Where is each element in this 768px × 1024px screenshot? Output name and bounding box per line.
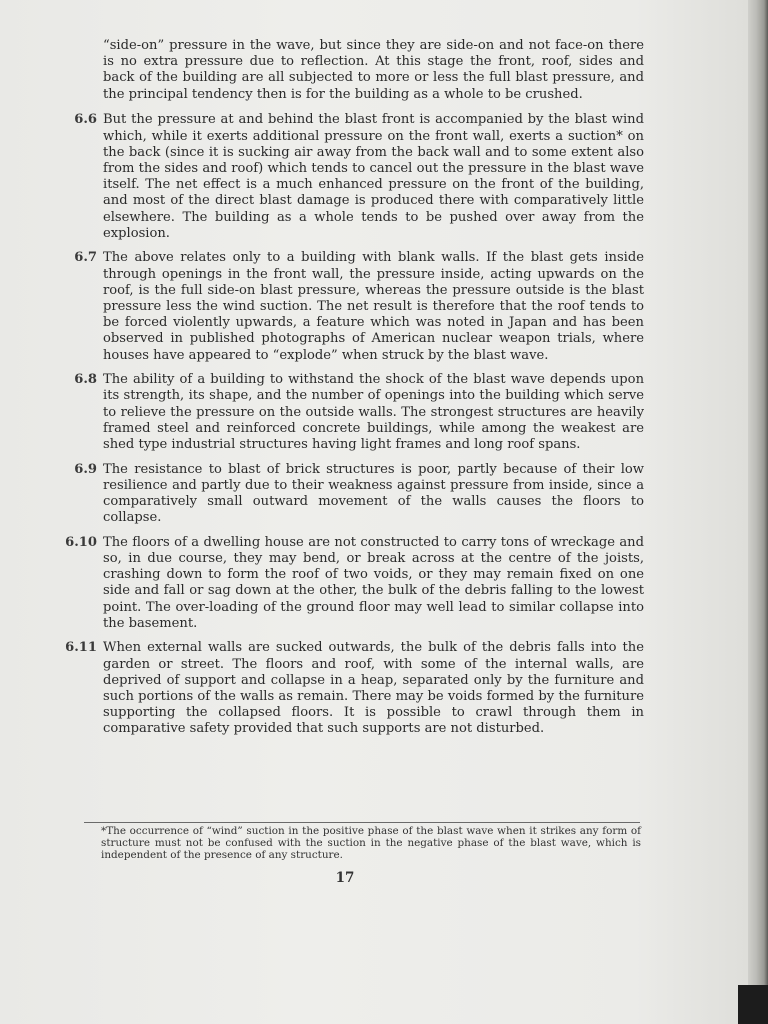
paragraph-6-11 — [61, 640, 644, 737]
page-edge-shadow — [748, 0, 768, 1024]
paragraph-6-10 — [61, 535, 644, 632]
paragraph-text: When external walls are sucked outwards, the bulk of the debris falls into the garden or street. The floors and roof, with some of the internal walls, are deprived of support and collapse in a heap, separated only by the furniture and such portions of the walls as remain. There may be voids formed by the furniture supporting the collapsed floors. It is possible to crawl through them in comparative safety provided that such supports are not disturbed. — [103, 640, 644, 737]
paragraph-text: The resistance to blast of brick structures is poor, partly because of their low resilience and partly due to their weakness against pressure from inside, since a comparatively small outward movement of the walls causes the floors to collapse. — [103, 461, 644, 526]
paragraph-text: The ability of a building to withstand the shock of the blast wave depends upon its strength, its shape, and the number of openings into the building which serve to relieve the pressure on the outside walls. The strongest structures are heavily framed steel and reinforced concrete buildings, while among the weakest are shed type industrial structures having light frames and long roof spans. — [103, 372, 644, 453]
page-number: 17 — [335, 870, 355, 886]
paragraph-number: 6.7 — [74, 250, 97, 266]
paragraph-number: 6.8 — [74, 372, 97, 388]
paragraph-text: The floors of a dwelling house are not constructed to carry tons of wreckage and so, in due course, they may bend, or break across at the centre of the joists, crashing down to form the roof of two voids, or they may remain fixed on one side and fall or sag down at the other, the bulk of the debris falling to the lowest point. The over-loading of the ground floor may well lead to similar collapse into the basement. — [103, 534, 644, 631]
body-text — [61, 38, 644, 746]
paragraph-6-7 — [61, 250, 644, 363]
paragraph-6-8 — [61, 372, 644, 453]
paragraph-number: 6.11 — [65, 640, 97, 656]
paragraph-6-6 — [61, 112, 644, 242]
footnote: *The occurrence of “wind” suction in the positive phase of the blast wave when it strikes any form of structure must not be confused with the suction in the negative phase of the blast wave, which is independent of the presence of any structure. — [101, 825, 641, 861]
paragraph-text: “side-on” pressure in the wave, but since they are side-on and not face-on there is no extra pressure due to reflection. At this stage the front, roof, sides and back of the building are all subjected to more or less the full blast pressure, and the principal tendency then is for the building as a whole to be crushed. — [103, 38, 644, 102]
paragraph-number: 6.9 — [74, 461, 97, 477]
scan-corner-shadow — [738, 985, 768, 1024]
paragraph-text: But the pressure at and behind the blast front is accompanied by the blast wind which, while it exerts additional pressure on the front wall, exerts a suction* on the back (since it is sucking air away from the back wall and to some extent also from the sides and roof) which tends to cancel out the pressure in the blast wave itself. The net effect is a much enhanced pressure on the front of the building, and most of the direct blast damage is produced there with comparatively little elsewhere. The building as a whole tends to be pushed over away from the explosion. — [103, 112, 644, 241]
paragraph-6-9 — [61, 462, 644, 527]
footnote-divider — [84, 822, 640, 823]
paragraph-continued — [61, 38, 644, 103]
paragraph-text: The above relates only to a building with blank walls. If the blast gets inside through openings in the front wall, the pressure inside, acting upwards on the roof, is the full side-on blast pressure, whereas the pressure outside is the blast pressure less the wind suction. The net result is therefore that the roof tends to be forced violently upwards, a feature which was noted in Japan and has been observed in published photographs of American nuclear weapon trials, where houses have appeared to “explode” when struck by the blast wave. — [103, 250, 644, 363]
paragraph-number: 6.6 — [74, 112, 97, 128]
paragraph-number: 6.10 — [65, 534, 97, 550]
